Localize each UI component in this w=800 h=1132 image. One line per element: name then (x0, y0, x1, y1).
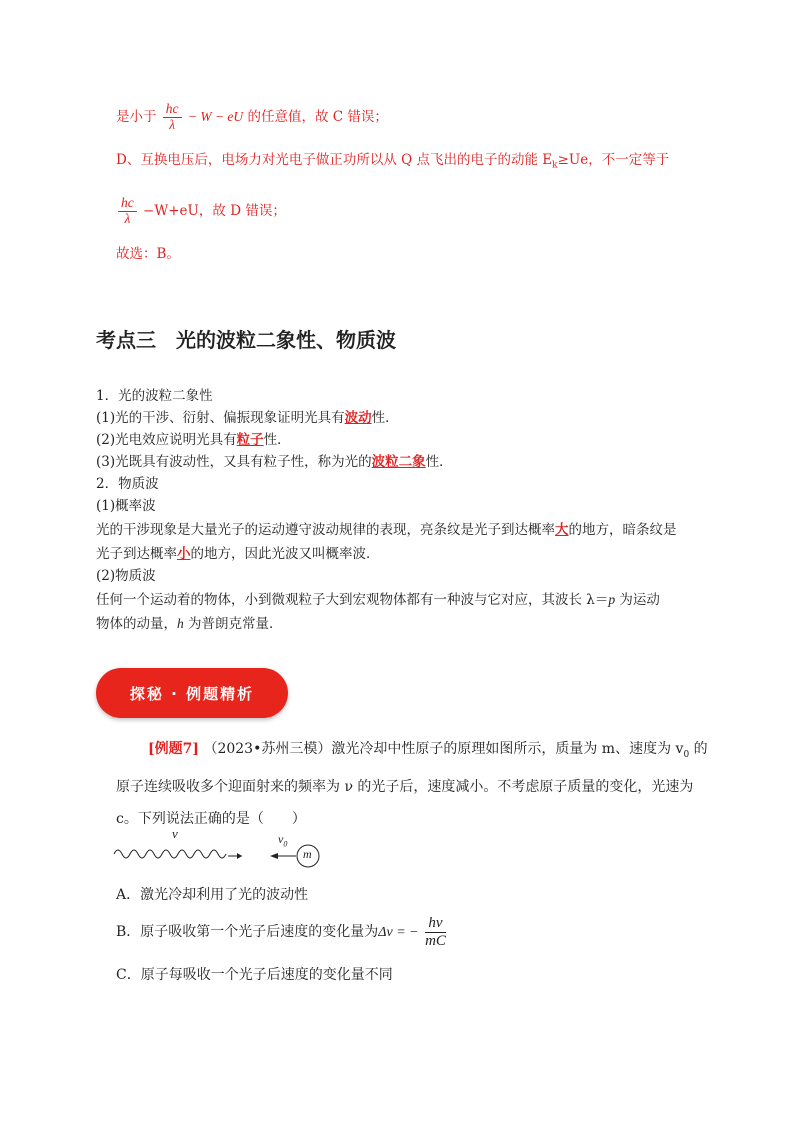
fraction-numerator: hν (425, 915, 446, 933)
example-line-1 (116, 738, 716, 766)
para-1 (96, 408, 716, 428)
option-a: A．激光冷却利用了光的波动性 (116, 887, 309, 903)
example-question (116, 738, 716, 830)
section-title: 考点三 光的波粒二象性、物质波 (96, 328, 396, 352)
example-text-1: 激光冷却中性原子的原理如图所示，质量为 m、速度为 v (331, 741, 684, 757)
answer-line-1 (116, 102, 388, 133)
answer-line-1-suffix: 的任意值，故 C 错误； (247, 108, 388, 125)
para-5b (96, 614, 716, 634)
para-3-post: 性． (425, 454, 453, 470)
para-2-post: 性． (263, 432, 291, 448)
answer-line-3-suffix: −W+eU，故 D 错误； (143, 202, 286, 219)
para-5b-post: 为普朗克常量． (183, 616, 283, 632)
para-5a (96, 590, 716, 610)
keyword-wave: 波动 (344, 410, 372, 426)
option-b-pre: B．原子吸收第一个光子后速度的变化量为 (116, 924, 379, 940)
keyword-duality: 波粒二象 (371, 454, 426, 470)
para-5b-pre: 物体的动量， (96, 616, 177, 632)
option-b (116, 914, 448, 951)
para-2-pre: (2)光电效应说明光具有 (96, 432, 237, 448)
para-3 (96, 452, 716, 472)
content-block (96, 386, 716, 634)
example-source: （2023•苏州三模） (203, 741, 332, 757)
heading-wave-particle: 1．光的波粒二象性 (96, 388, 213, 404)
example-line-3: c。下列说法正确的是（ ） (116, 810, 306, 827)
keyword-large: 大 (555, 522, 569, 538)
fraction-denominator: λ (124, 210, 131, 226)
para-4a-post: 的地方，暗条纹是 (568, 522, 677, 538)
para-4b (96, 544, 716, 564)
para-1-pre: (1)光的干涉、衍射、偏振现象证明光具有 (96, 410, 345, 426)
subheading-matter-wave: (2)物质波 (96, 568, 156, 584)
fraction-denominator: mC (425, 932, 446, 949)
photon-arrow-head (237, 853, 242, 859)
answer-line-1-prefix: 是小于 (116, 108, 157, 125)
fraction-numerator: hc (118, 196, 137, 212)
para-4b-post: 的地方，因此光波又叫概率波． (190, 546, 380, 562)
answer-line-2 (116, 150, 669, 176)
answer-line-3 (116, 196, 286, 227)
symbol-h: h (177, 616, 184, 631)
atom-label: m (303, 847, 312, 861)
symbol-p: p (608, 592, 616, 607)
example-text-1-post: 的 (689, 741, 708, 757)
keyword-small: 小 (177, 546, 191, 562)
laser-cooling-figure (110, 826, 340, 876)
para-5a-pre: 任何一个运动着的物体，小到微观粒子大到宏观物体都有一种波与它对应，其波长 λ＝ (96, 592, 609, 608)
velocity-label (278, 832, 287, 848)
para-3-pre: (3)光既具有波动性，又具有粒子性，称为光的 (96, 454, 372, 470)
para-4b-pre: 光子到达概率 (96, 546, 177, 562)
keyword-particle: 粒子 (236, 432, 264, 448)
fraction-hc-over-lambda (163, 102, 182, 133)
para-1-post: 性． (371, 410, 399, 426)
answer-line-4-text: 故选：B。 (116, 246, 180, 262)
answer-line-2-rest: ≥Ue，不一定等于 (557, 152, 670, 168)
fraction-numerator: hc (163, 102, 182, 118)
wave-label: ν (172, 826, 178, 841)
heading-matter-wave: 2．物质波 (96, 476, 159, 492)
option-b-lhs: Δv = − (378, 925, 419, 940)
fraction-h-nu-over-mc (425, 915, 446, 949)
fraction-denominator: λ (169, 116, 176, 132)
answer-line-2-sub: k (552, 160, 558, 171)
para-5a-post: 为运动 (615, 592, 660, 608)
subheading-probability-wave: (1)概率波 (96, 498, 156, 514)
example-text-1-sub: 0 (683, 749, 690, 760)
option-c: C．原子每吸收一个光子后速度的变化量不同 (116, 967, 393, 983)
velocity-label-sub: 0 (283, 839, 288, 849)
answer-line-1-expr: − W − eU (187, 108, 244, 124)
example-label: [例题7] (148, 741, 199, 757)
velocity-label-v: v (278, 832, 284, 846)
example-banner: 探秘 · 例题精析 (96, 668, 288, 718)
para-4a (96, 520, 716, 540)
answer-line-2-text: D、互换电压后，电场力对光电子做正功所以从 Q 点飞出的电子的动能 E (116, 152, 553, 168)
photon-wave (114, 850, 226, 858)
para-2 (96, 430, 716, 450)
example-line-2: 原子连续吸收多个迎面射来的频率为 ν 的光子后，速度减小。不考虑原子质量的变化，光速为 (116, 778, 694, 795)
para-4a-pre: 光的干涉现象是大量光子的运动遵守波动规律的表现，亮条纹是光子到达概率 (96, 522, 555, 538)
fraction-hc-over-lambda-2 (118, 196, 137, 227)
answer-line-4 (116, 244, 180, 264)
